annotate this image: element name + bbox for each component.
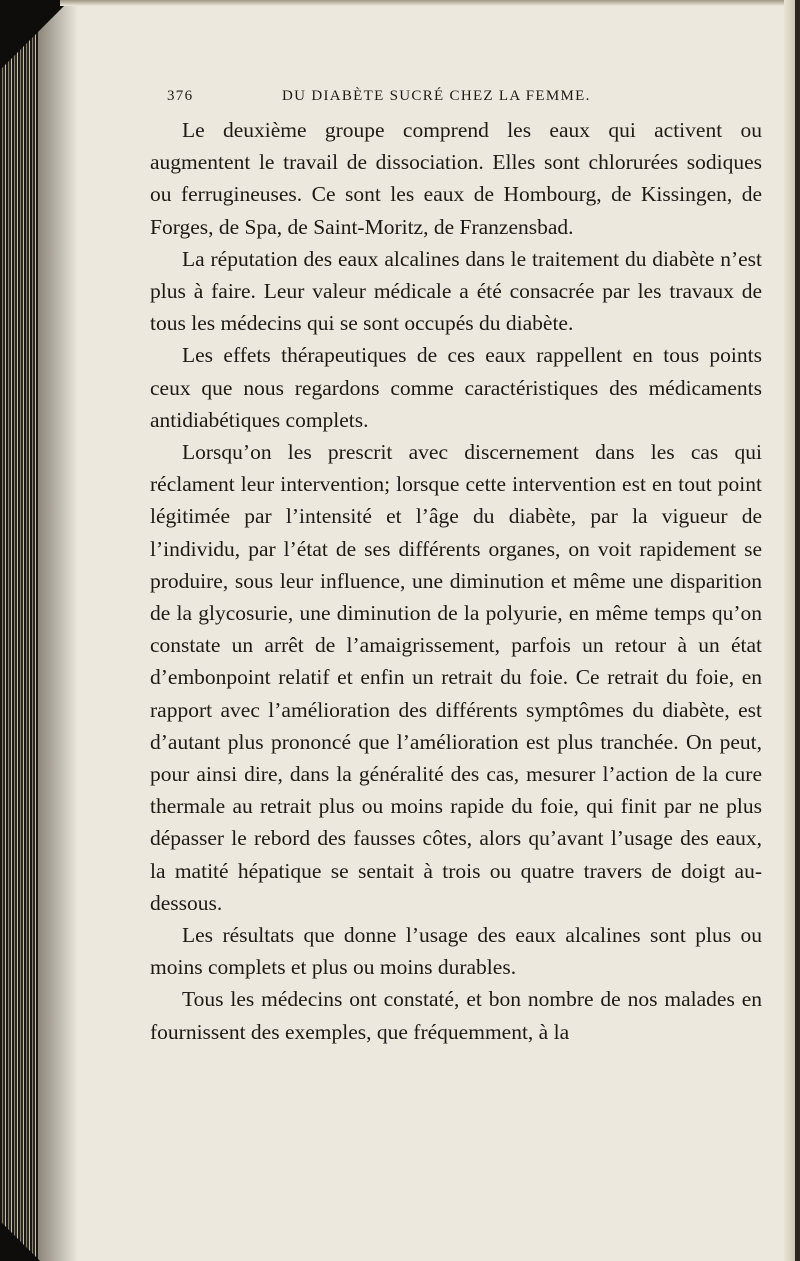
gutter-shadow: [38, 0, 78, 1261]
page-right-edge-dark: [795, 0, 800, 1261]
paragraph-1: Le deuxième groupe comprend les eaux qui activent ou augmentent le travail de dissociation. Elles sont chlorurées sodiques ou ferrugineuses. Ce sont les eaux de Hombourg, de Kissingen, de Forges, de Spa, de Saint-Moritz, de Franzensbad.: [150, 118, 762, 239]
page-number: 376: [167, 88, 194, 104]
paragraph-4: Lorsqu’on les prescrit avec discernement dans les cas qui réclament leur intervention; lorsque cette intervention est en tout point légitimée par l’intensité et l’âge du diabète, par la vigueur de l’individu, par l’état de ses différents organes, on voit rapidement se produire, sous leur influence, une diminution et même une disparition de la glycosurie, une diminution de la polyurie, en même temps qu’on constate un arrêt de l’amaigrissement, parfois un retour à un état d’embonpoint relatif et enfin un retrait du foie. Ce retrait du foie, en rapport avec l’amélioration des différents symptômes du diabète, est d’autant plus prononcé que l’amélioration est plus tranchée. On peut, pour ainsi dire, dans la généralité des cas, mesurer l’action de la cure thermale au retrait plus ou moins rapide du foie, qui finit par ne plus dépasser le rebord des fausses côtes, alors qu’avant l’usage des eaux, la matité hépatique se sentait à trois ou quatre travers de doigt au-dessous.: [150, 440, 762, 915]
body-text: [150, 114, 762, 1048]
paragraph-2: La réputation des eaux alcalines dans le traitement du diabète n’est plus à faire. Leur valeur médicale a été consacrée par les travaux de tous les médecins qui se sont occupés du diabète.: [150, 246, 762, 336]
page-header: [150, 88, 762, 114]
book-binding: [0, 0, 38, 1261]
paragraph-3: Les effets thérapeutiques de ces eaux rappellent en tous points ceux que nous regardons comme caractéristiques des médicaments antidiabétiques complets.: [150, 343, 762, 432]
book-page: [150, 88, 762, 1048]
paragraph-5: Les résultats que donne l’usage des eaux alcalines sont plus ou moins complets et plus ou moins durables.: [150, 923, 762, 980]
paragraph-6: Tous les médecins ont constaté, et bon nombre de nos malades en fournissent des exemples, que fréquemment, à la: [150, 987, 762, 1044]
binding-corner-bottom: [0, 1221, 40, 1261]
binding-corner-top: [0, 0, 70, 70]
page-top-edge: [60, 0, 800, 6]
running-title: DU DIABÈTE SUCRÉ CHEZ LA FEMME.: [282, 88, 591, 104]
